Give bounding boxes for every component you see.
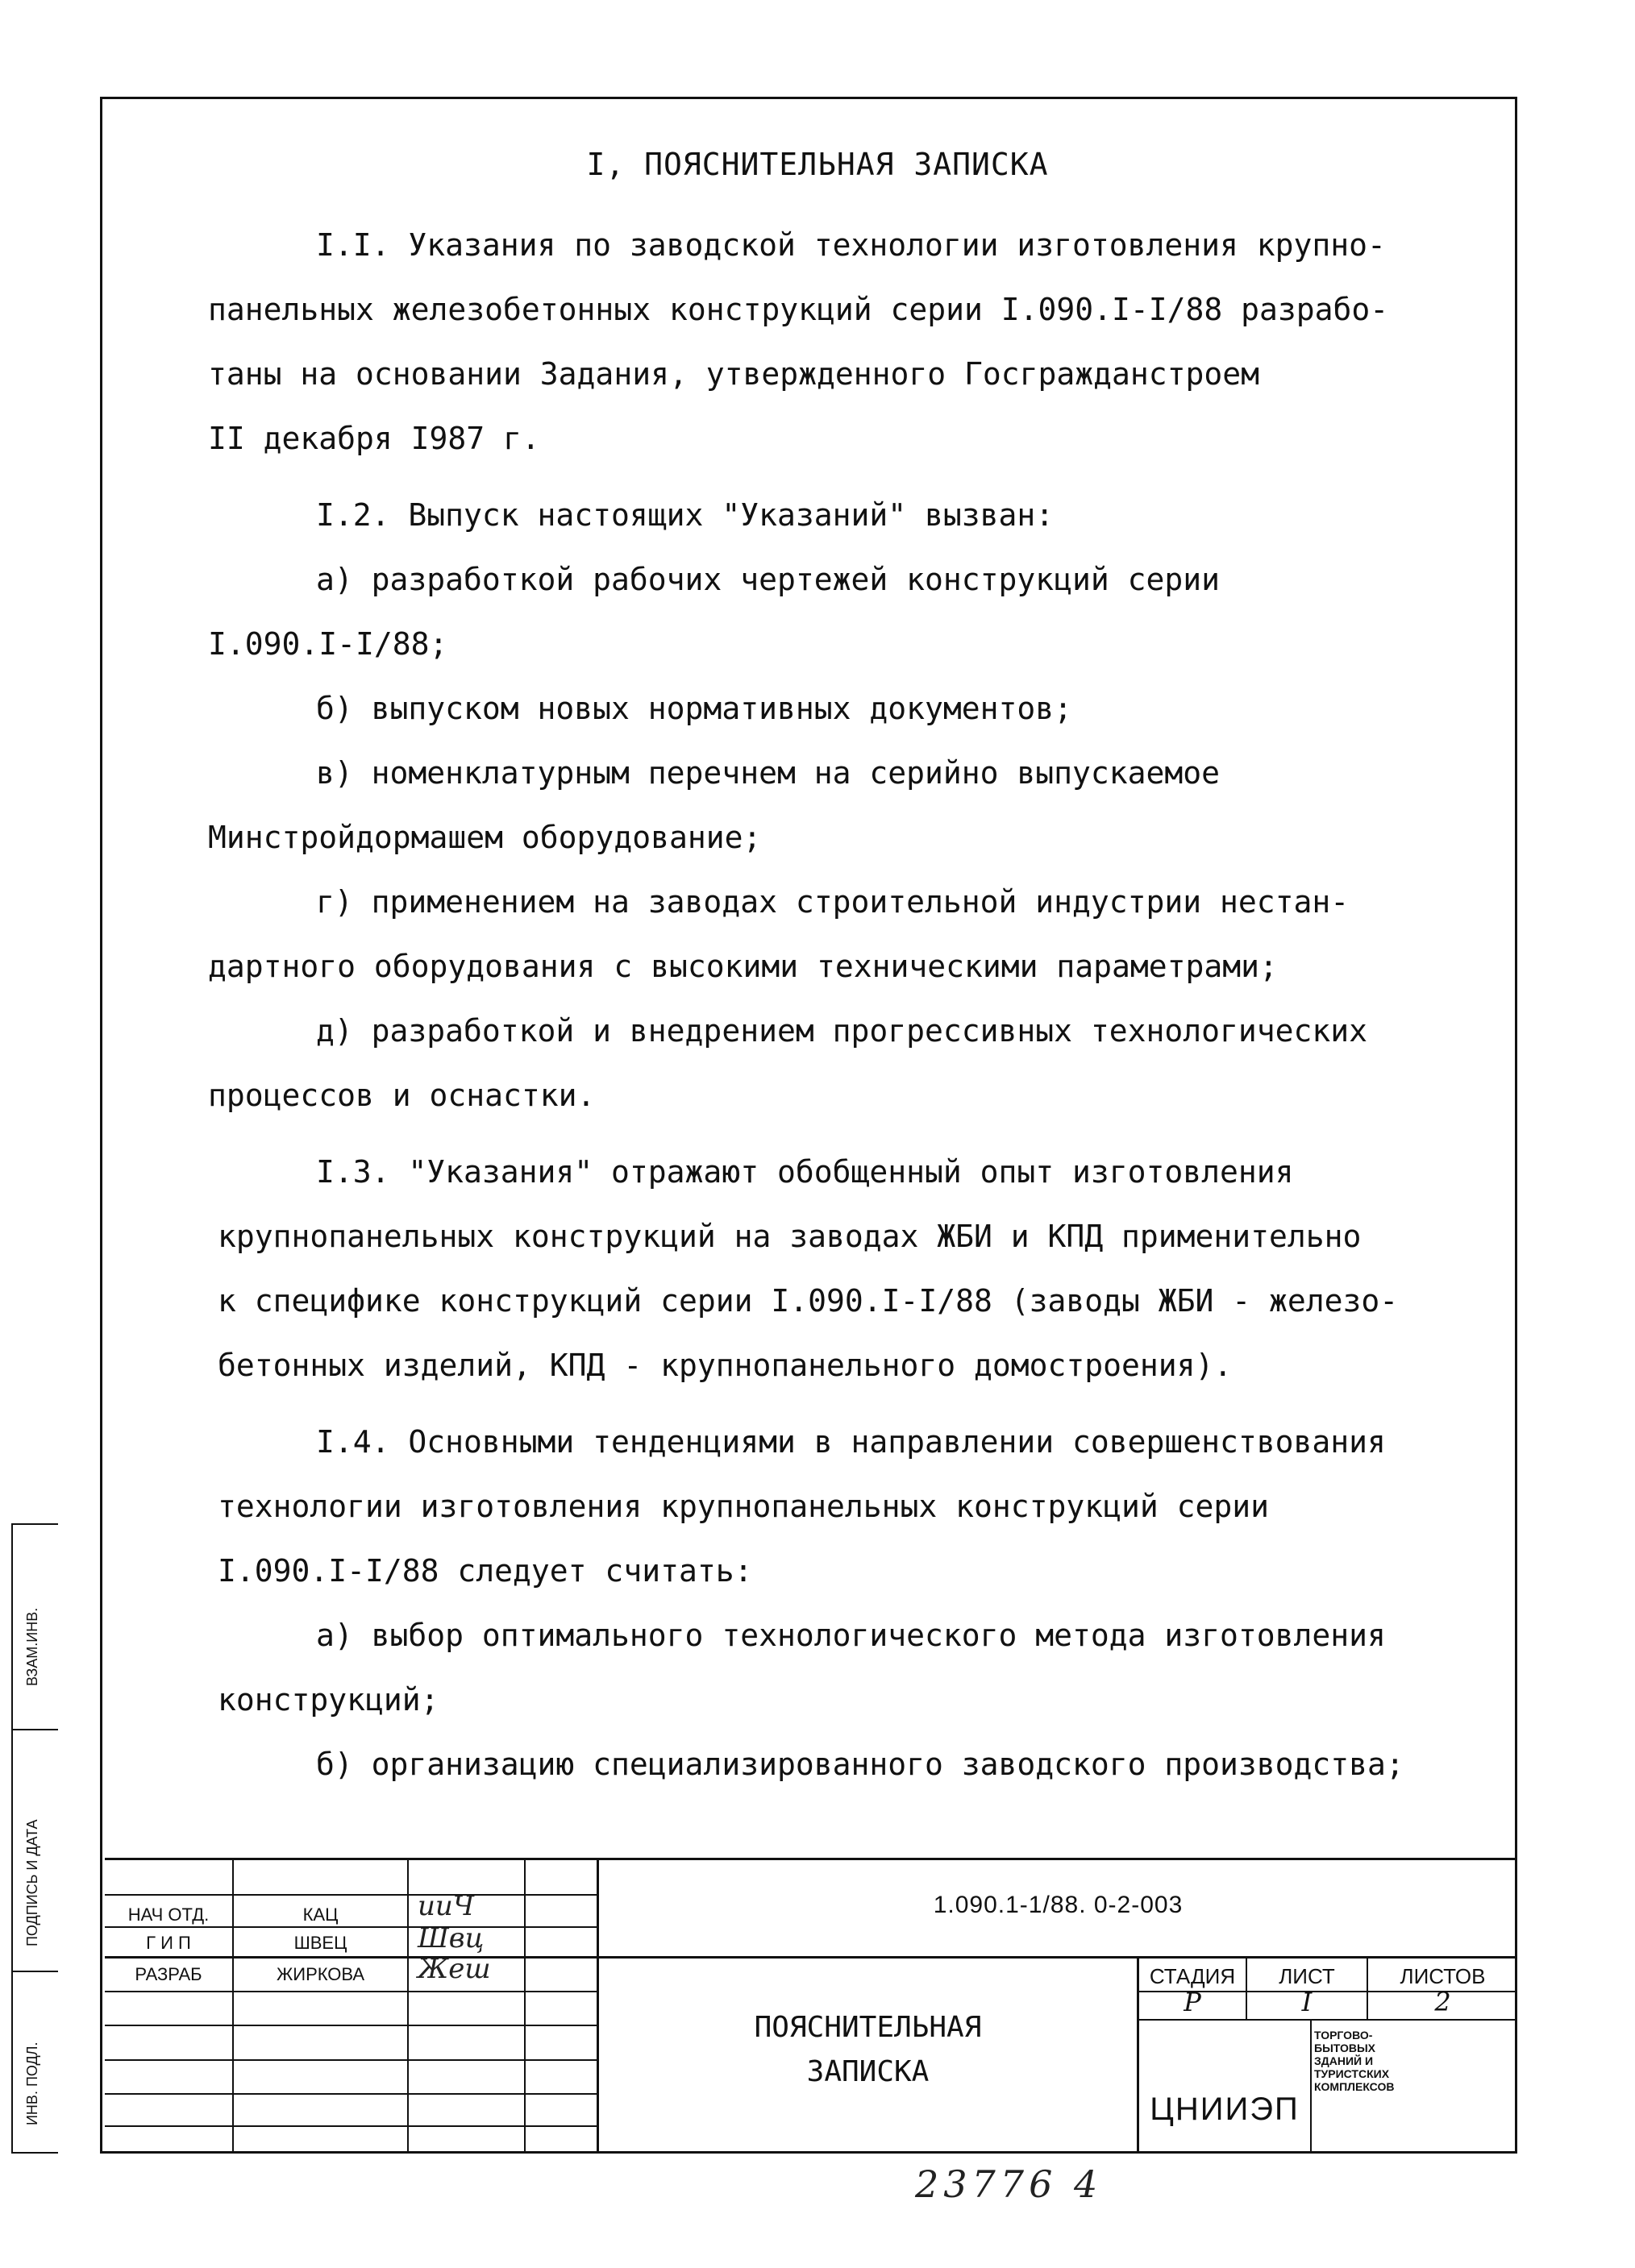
text-line: таны на основании Задания, утвержденного Госгражданстроем — [208, 356, 1260, 392]
side-stamp-sign-date: ПОДПИСЬ И ДАТА — [11, 1729, 58, 1971]
text-line: I.2. Выпуск настоящих "Указаний" вызван: — [316, 497, 1055, 533]
person-name: ШВЕЦ — [293, 1933, 347, 1953]
text-line: бетонных изделий, КПД - крупнопанельного домостроения). — [218, 1348, 1233, 1383]
role-label: РАЗРАБ — [135, 1964, 202, 1984]
text-line: б) выпуском новых нормативных документов; — [316, 691, 1072, 726]
text-line: Минстройдормашем оборудование; — [208, 820, 762, 855]
signature: Жеш — [418, 1953, 491, 1985]
text-line: панельных железобетонных конструкций серии I.090.I-I/88 разрабо- — [208, 292, 1389, 327]
text-line: I.3. "Указания" отражают обобщенный опыт изготовления — [316, 1154, 1294, 1190]
sheets-label: ЛИСТОВ — [1400, 1964, 1486, 1988]
handwritten-number: 23776 4 — [915, 2162, 1103, 2206]
title-block — [105, 1858, 1517, 2154]
signature: ииЧ — [418, 1890, 475, 1922]
text-line: I.4. Основными тенденциями в направлении совершенствования — [316, 1424, 1386, 1460]
stage-value: Р — [1184, 1987, 1201, 2017]
organization-name: ЦНИИЭП — [1150, 2091, 1300, 2127]
text-line: в) номенклатурным перечнем на серийно выпускаемое — [316, 755, 1221, 791]
text-line: дартного оборудования с высокими техническими параметрами; — [208, 949, 1278, 984]
stamp-doc-title-1: ПОЯСНИТЕЛЬНАЯ — [754, 2011, 982, 2044]
sheet-value: I — [1301, 1987, 1313, 2017]
text-line: процессов и оснастки. — [208, 1078, 596, 1113]
text-line: д) разработкой и внедрением прогрессивных технологических — [316, 1013, 1368, 1049]
text-line: I.090.I-I/88; — [208, 626, 448, 662]
text-line: б) организацию специализированного заводского производства; — [316, 1747, 1404, 1782]
text-line: технологии изготовления крупнопанельных конструкций серии — [218, 1489, 1270, 1524]
text-line: а) выбор оптимального технологического метода изготовления — [316, 1618, 1386, 1653]
side-stamp-inv-orig: ИНВ. ПОДЛ. — [11, 1971, 58, 2154]
text-line: II декабря I987 г. — [208, 421, 540, 456]
organization-detail: ТОРГОВО- БЫТОВЫХ ЗДАНИЙ И ТУРИСТСКИХ КОМПЛЕКСОВ — [1314, 2029, 1395, 2093]
sheets-value: 2 — [1434, 1987, 1451, 2017]
document-code: 1.090.1-1/88. 0-2-003 — [933, 1892, 1184, 1918]
person-name: ЖИРКОВА — [276, 1964, 365, 1984]
text-line: г) применением на заводах строительной индустрии нестан- — [316, 884, 1350, 920]
role-label: НАЧ ОТД. — [127, 1905, 210, 1925]
text-line: I.I. Указания по заводской технологии изготовления крупно- — [316, 227, 1386, 263]
text-line: к специфике конструкций серии I.090.I-I/88 (заводы ЖБИ - железо- — [218, 1283, 1399, 1319]
person-name: КАЦ — [302, 1905, 339, 1925]
sheet-label: ЛИСТ — [1279, 1964, 1335, 1988]
text-line: I.090.I-I/88 следует считать: — [218, 1553, 753, 1589]
text-line: конструкций; — [218, 1682, 439, 1718]
text-line: а) разработкой рабочих чертежей конструкций серии — [316, 562, 1221, 597]
role-label: Г И П — [146, 1933, 191, 1953]
text-line: крупнопанельных конструкций на заводах ЖБИ и КПД применительно — [218, 1219, 1362, 1254]
document-title: I, ПОЯСНИТЕЛЬНАЯ ЗАПИСКА — [586, 147, 1049, 182]
signature: Швц — [418, 1922, 485, 1954]
stamp-doc-title-2: ЗАПИСКА — [806, 2055, 930, 2088]
page-frame — [100, 97, 1517, 2154]
side-stamp-inv-replace: ВЗАМ.ИНВ. — [11, 1523, 58, 1729]
stage-label: СТАДИЯ — [1149, 1964, 1236, 1988]
